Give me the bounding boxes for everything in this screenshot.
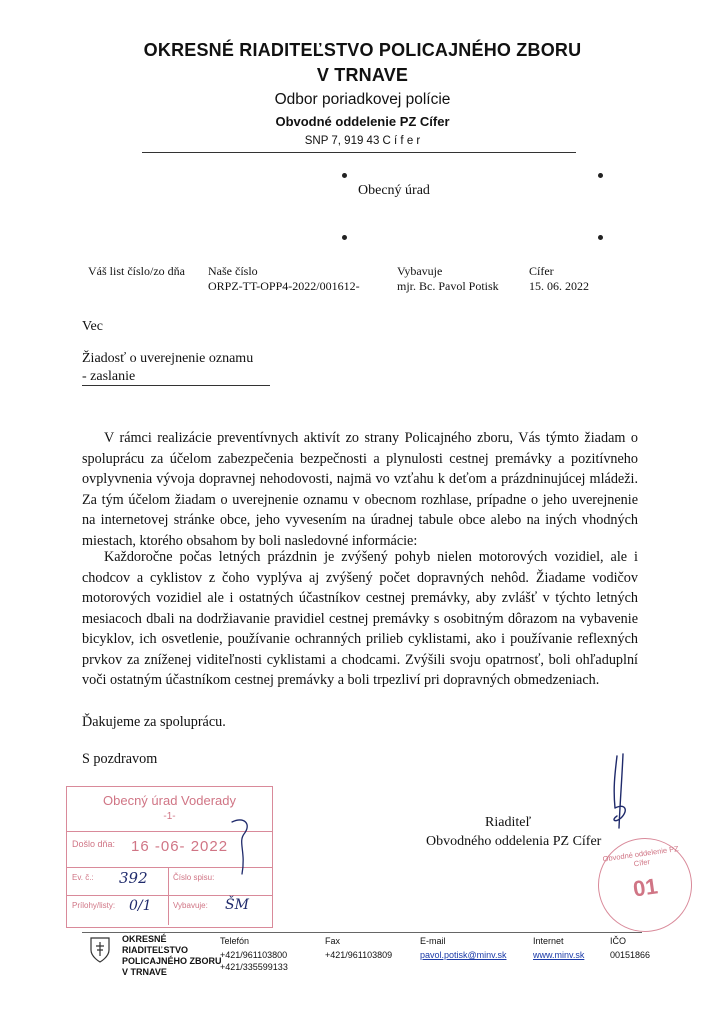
our-number-value: ORPZ-TT-OPP4-2022/001612-	[208, 279, 360, 293]
stamp-attachments-label: Prílohy/listy:	[72, 901, 116, 910]
signatory-unit: Obvodného oddelenia PZ Cífer	[426, 834, 602, 849]
round-stamp-text: Obvodné oddelenie PZ Cífer	[601, 844, 680, 869]
footer-web-link[interactable]: www.minv.sk	[533, 950, 585, 960]
address-corner-mark-bl	[342, 235, 347, 240]
footer-org-line2: RIADITEĽSTVO	[122, 945, 189, 955]
stamp-received-label: Došlo dňa:	[72, 839, 116, 849]
handled-by-value: mjr. Bc. Pavol Potisk	[397, 279, 499, 293]
date: 15. 06. 2022	[529, 279, 589, 293]
address-corner-mark-tl	[342, 173, 347, 178]
greeting: S pozdravom	[82, 751, 158, 767]
your-letter-label: Váš list číslo/zo dňa	[88, 264, 185, 278]
body-paragraph-2: Každoročne počas letných prázdnin je zvýšený pohyb nielen motorových vozidiel, ale i chodcov a cyklistov z čoho vyplýva aj zvýšený počet dopravných nehôd. Žiadame vodičov motorových vozidiel ale i ostatných účastníkov cestnej premávky, aby zvlášť v týchto letných mesiacoch dbali na dodržiavanie pravidiel cestnej premávky s osobitným dôrazom na vybavenie bicyklov, ich osvetlenie, používanie ochranných prilieb cyklistami, ako i používanie reflexných prvkov za zníženej viditeľnosti cyklistami a chodcami. Zvýšili svoju opatrnosť, boli ohľaduplní voči ostatným účastníkom cestnej premávky a boli trpezliví pri dopravných obmedzeniach.	[82, 549, 638, 688]
stamp-office: Obecný úrad Voderady	[103, 793, 236, 808]
subject-underline	[82, 385, 270, 386]
footer-fax: +421/961103809	[325, 950, 393, 960]
thanks: Ďakujeme za spoluprácu.	[82, 714, 226, 730]
our-number-label: Naše číslo	[208, 264, 258, 278]
stamp-handled-value: ŠM	[225, 897, 249, 913]
recipient: Obecný úrad	[358, 183, 430, 198]
footer-ico: 00151866	[610, 950, 651, 960]
subject-label: Vec	[82, 319, 103, 334]
footer-org-line1: OKRESNÉ	[122, 934, 167, 944]
footer-web-label: Internet	[533, 936, 564, 946]
header-title-line1: OKRESNÉ RIADITEĽSTVO POLICAJNÉHO ZBORU	[143, 40, 582, 60]
header-address: SNP 7, 919 43 C í f e r	[304, 135, 421, 147]
stamp-divider-3	[67, 895, 272, 896]
footer-divider	[82, 932, 642, 933]
subject-line2: - zaslanie	[82, 369, 136, 384]
header-title-line2: V TRNAVE	[316, 65, 409, 85]
header-divider	[142, 152, 576, 153]
footer-phone1: +421/961103800	[220, 950, 288, 960]
footer-phone2: +421/335599133	[220, 962, 288, 972]
address-corner-mark-tr	[598, 173, 603, 178]
signatory-title: Riaditeľ	[485, 815, 532, 830]
footer-fax-label: Fax	[325, 936, 341, 946]
stamp-reg-value: 392	[119, 869, 148, 887]
stamp-attachments-value: 0/1	[129, 898, 152, 914]
footer-org-line3: POLICAJNÉHO ZBORU	[122, 956, 222, 966]
police-emblem-icon	[89, 936, 111, 964]
header-unit: Obvodné oddelenie PZ Cífer	[275, 114, 450, 129]
footer-email-link[interactable]: pavol.potisk@minv.sk	[420, 950, 507, 960]
stamp-column-divider	[168, 867, 169, 925]
footer-org-line4: V TRNAVE	[122, 967, 167, 977]
footer-email-label: E-mail	[420, 936, 446, 946]
address-corner-mark-br	[598, 235, 603, 240]
subject-line1: Žiadosť o uverejnenie oznamu	[82, 351, 254, 366]
stamp-reg-label: Ev. č.:	[72, 873, 94, 882]
stamp-received-date: 16 -06- 2022	[131, 838, 229, 855]
handwritten-signature	[595, 748, 645, 848]
round-stamp-number: 01	[631, 873, 660, 902]
place: Cífer	[529, 264, 554, 278]
stamp-initials-scribble	[222, 812, 262, 882]
footer-ico-label: IČO	[610, 936, 627, 946]
header-department: Odbor poriadkovej polície	[274, 91, 451, 108]
body-paragraph-1: V rámci realizácie preventívnych aktivít zo strany Policajného zboru, Vás týmto žiadam o spoluprácu za účelom zabezpečenia bezpečnosti a plynulosti cestnej premávky a pozitívneho ovplyvnenia vývoja dopravnej nehodovosti, najmä vo vzťahu k deťom a prázdninujúcej mládeži. Za tým účelom žiadam o uverejnenie oznamu v obecnom rozhlase, prípadne o jeho uverejnenie na internetovej stránke obce, jeho vyvesením na úradnej tabule obce alebo na iných vhodných miestach, ktorého obsahom by boli nasledovné informácie:	[82, 430, 638, 549]
stamp-number: -1-	[163, 811, 176, 822]
stamp-file-label: Číslo spisu:	[173, 873, 215, 882]
stamp-handled-label: Vybavuje:	[173, 901, 208, 910]
handled-by-label: Vybavuje	[397, 264, 443, 278]
footer-phone-label: Telefón	[220, 936, 250, 946]
